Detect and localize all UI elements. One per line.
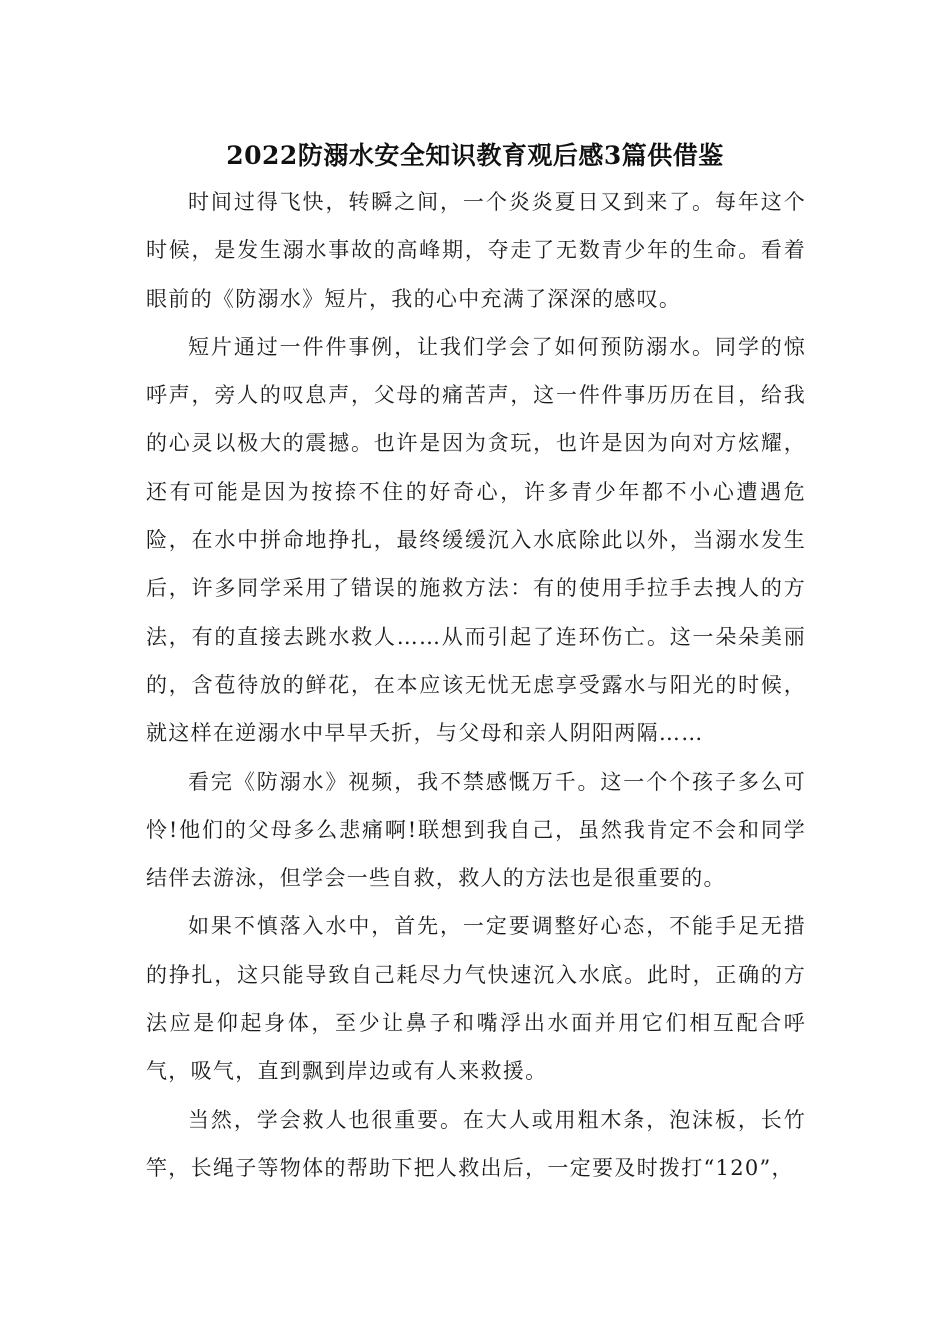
paragraph-3: 看完《防溺水》视频，我不禁感慨万千。这一个个孩子多么可怜!他们的父母多么悲痛啊!联想到我自己，虽然我肯定不会和同学结伴去游泳，但学会一些自救，救人的方法也是很重要的。 bbox=[146, 769, 806, 891]
paragraph-5: 当然，学会救人也很重要。在大人或用粗木条，泡沫板，长竹竿，长绳子等物体的帮助下把人救出后，一定要及时拨打“120”， bbox=[146, 1107, 806, 1180]
paragraph-4: 如果不慎落入水中，首先，一定要调整好心态，不能手足无措的挣扎，这只能导致自己耗尽力气快速沉入水底。此时，正确的方法应是仰起身体，至少让鼻子和嘴浮出水面并用它们相互配合呼气，吸气，直到飘到岸边或有人来救援。 bbox=[146, 914, 806, 1084]
paragraph-1: 时间过得飞快，转瞬之间，一个炎炎夏日又到来了。每年这个时候，是发生溺水事故的高峰期，夺走了无数青少年的生命。看着眼前的《防溺水》短片，我的心中充满了深深的感叹。 bbox=[146, 190, 806, 311]
document-body bbox=[146, 178, 806, 1192]
paragraph-2: 短片通过一件件事例，让我们学会了如何预防溺水。同学的惊呼声，旁人的叹息声，父母的痛苦声，这一件件事历历在目，给我的心灵以极大的震撼。也许是因为贪玩，也许是因为向对方炫耀，还有可能是因为按捺不住的好奇心，许多青少年都不小心遭遇危险，在水中拼命地挣扎，最终缓缓沉入水底除此以外，当溺水发生后，许多同学采用了错误的施救方法：有的使用手拉手去拽人的方法，有的直接去跳水救人……从而引起了连环伤亡。这一朵朵美丽的，含苞待放的鲜花，在本应该无忧无虑享受露水与阳光的时候，就这样在逆溺水中早早夭折，与父母和亲人阴阳两隔…… bbox=[146, 334, 806, 746]
document-title: 2022防溺水安全知识教育观后感3篇供借鉴 bbox=[226, 141, 724, 170]
